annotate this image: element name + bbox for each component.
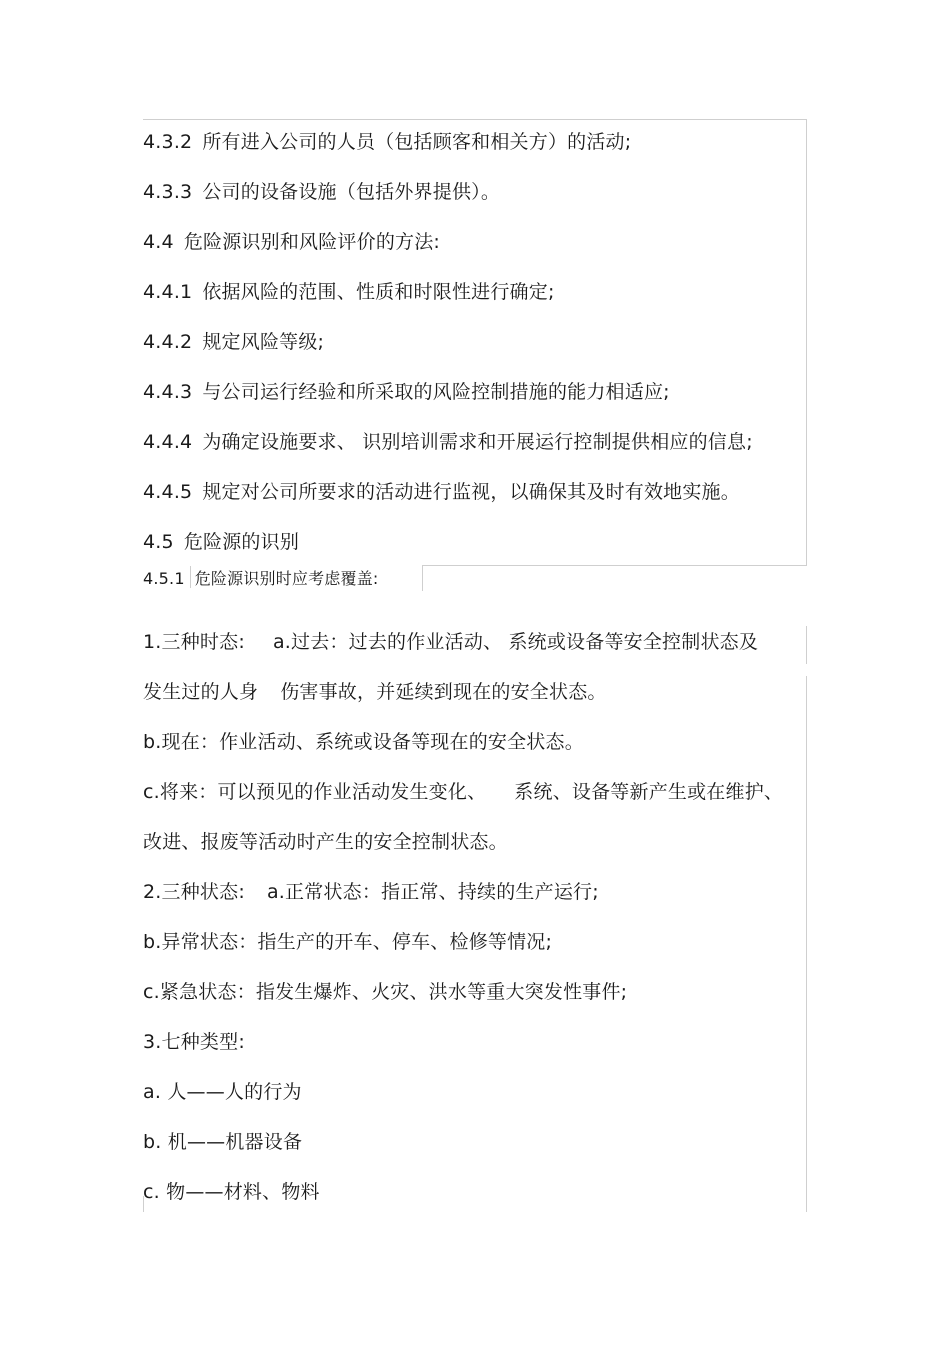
frame-mid-tick	[422, 565, 423, 591]
clause-number: 4.3.3	[143, 181, 193, 203]
list-number: 1.	[143, 631, 162, 653]
clause-text: 公司的设备设施（包括外界提供）。	[202, 181, 501, 203]
list-text: 改进、报废等活动时产生的安全控制状态。	[143, 831, 508, 853]
clause-text: 所有进入公司的人员（包括顾客和相关方）的活动;	[202, 131, 632, 153]
clause-4-4-2	[143, 330, 324, 354]
list-item-abnormal	[143, 930, 552, 954]
list-text: c.将来：可以预见的作业活动发生变化、	[143, 781, 487, 803]
clause-4-5-1	[143, 569, 379, 589]
list-item-three-states	[143, 880, 599, 904]
list-text: a. 人——人的行为	[143, 1081, 302, 1103]
clause-text: 依据风险的范围、性质和时限性进行确定;	[202, 281, 555, 303]
list-item-seven-types	[143, 1030, 245, 1054]
list-text: b.异常状态：指生产的开车、停车、检修等情况;	[143, 931, 553, 953]
clause-number: 4.4.3	[143, 381, 193, 403]
list-text: c.紧急状态：指发生爆炸、火灾、洪水等重大突发性事件;	[143, 981, 628, 1003]
list-item-person	[143, 1080, 302, 1104]
list-item-machine	[143, 1130, 302, 1154]
list-extra: a.过去：过去的作业活动、 系统或设备等安全控制状态及	[272, 631, 759, 653]
frame-right-lower-a	[806, 626, 807, 664]
clause-number: 4.4.5	[143, 481, 193, 503]
clause-text: 与公司运行经验和所采取的风险控制措施的能力相适应;	[202, 381, 670, 403]
clause-text: 规定风险等级;	[202, 331, 325, 353]
list-item-three-tenses	[143, 630, 758, 654]
clause-number: 4.4.4	[143, 431, 193, 453]
list-text: b. 机——机器设备	[143, 1131, 303, 1153]
list-text: c. 物——材料、物料	[143, 1181, 320, 1203]
list-item-future	[143, 780, 783, 804]
clause-text: 危险源识别和风险评价的方法:	[183, 231, 441, 253]
clause-4-4-4	[143, 430, 753, 454]
clause-4-4	[143, 230, 440, 254]
list-extra: 系统、设备等新产生或在维护、	[514, 781, 784, 803]
clause-4-5	[143, 530, 299, 554]
list-continuation	[143, 680, 607, 704]
frame-right-line	[806, 119, 807, 566]
list-item-emergency	[143, 980, 627, 1004]
list-text: b.现在：作业活动、系统或设备等现在的安全状态。	[143, 731, 584, 753]
clause-number: 4.5.1	[143, 569, 185, 588]
list-number: 2.	[143, 881, 162, 903]
list-item-present	[143, 730, 584, 754]
list-extra: 伤害事故，并延续到现在的安全状态。	[280, 681, 607, 703]
list-item-material	[143, 1180, 320, 1204]
clause-number: 4.4.1	[143, 281, 193, 303]
frame-right-lower-b	[806, 676, 807, 1212]
clause-text: 危险源识别时应考虑覆盖:	[194, 569, 379, 588]
frame-top-line	[143, 119, 807, 120]
list-text: 三种状态:	[161, 881, 245, 903]
clause-4-4-5	[143, 480, 740, 504]
clause-text: 规定对公司所要求的活动进行监视，以确保其及时有效地实施。	[202, 481, 740, 503]
clause-text: 为确定设施要求、 识别培训需求和开展运行控制提供相应的信息;	[202, 431, 753, 453]
list-number: 3.	[143, 1031, 162, 1053]
clause-number: 4.3.2	[143, 131, 193, 153]
frame-mid-line	[422, 565, 807, 566]
clause-4-3-2	[143, 130, 631, 154]
list-extra: a.正常状态：指正常、持续的生产运行;	[266, 881, 599, 903]
list-text: 三种时态:	[161, 631, 245, 653]
list-text: 发生过的人身	[143, 681, 259, 703]
clause-number: 4.4	[143, 231, 174, 253]
clause-4-4-3	[143, 380, 670, 404]
clause-4-3-3	[143, 180, 500, 204]
list-continuation	[143, 830, 508, 854]
clause-number: 4.5	[143, 531, 174, 553]
clause-text: 危险源的识别	[183, 531, 300, 553]
clause-number: 4.4.2	[143, 331, 193, 353]
list-text: 七种类型:	[161, 1031, 245, 1053]
clause-4-4-1	[143, 280, 555, 304]
